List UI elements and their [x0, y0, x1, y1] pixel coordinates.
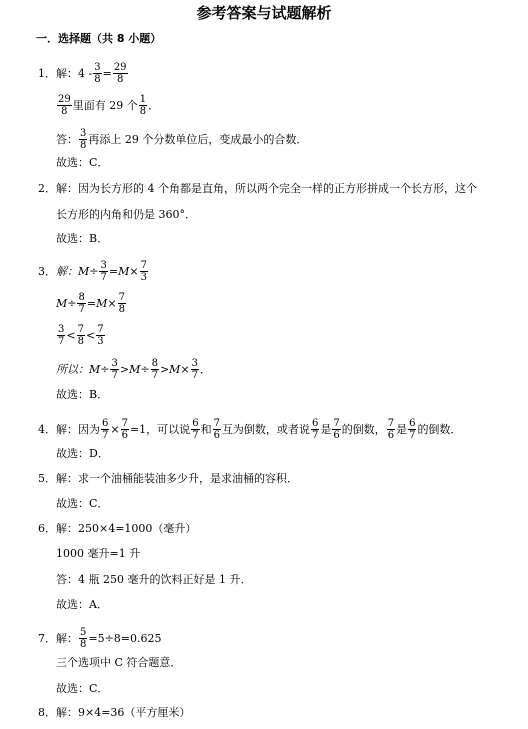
question-4-line-1	[38, 418, 461, 441]
text: 解：4 -	[56, 66, 93, 80]
question-7-answer: 故选：C．	[56, 682, 109, 695]
page-title: 参考答案与试题解析	[196, 4, 332, 22]
fraction: $\frac{29}{8}$	[58, 94, 71, 117]
fraction: $\frac{6}{7}$	[102, 418, 109, 441]
fraction: $\frac{7}{3}$	[97, 324, 104, 347]
text: 和	[200, 422, 212, 436]
text: 解：M÷	[56, 264, 99, 278]
fraction: $\frac{7}{8}$	[118, 292, 125, 315]
text: 是	[396, 422, 408, 436]
text: =5÷8=0.625	[88, 631, 162, 645]
question-2-line-2: 长方形的内角和仍是 360°．	[56, 208, 196, 221]
question-1-line-2	[56, 94, 159, 117]
text: <	[85, 328, 96, 342]
text: 的倒数．	[417, 422, 462, 436]
question-3-line-1	[38, 260, 149, 283]
text: =1，可以说	[129, 422, 191, 436]
question-number: 4．	[38, 422, 56, 436]
text: ×	[110, 422, 120, 436]
question-6-answer: 故选：A．	[56, 598, 108, 611]
question-number: 3．	[38, 264, 56, 278]
text: 是	[320, 422, 332, 436]
text: 解：	[56, 631, 78, 645]
question-number: 8．	[38, 706, 56, 719]
fraction: $\frac{7}{6}$	[387, 418, 395, 441]
text: 再添上 29 个分数单位后，变成最小的合数．	[88, 132, 308, 146]
question-4-answer: 故选：D．	[56, 447, 109, 460]
question-8-line-1	[38, 706, 190, 720]
text: 所以：M÷	[56, 362, 110, 376]
fraction: $\frac{8}{7}$	[151, 358, 158, 381]
fraction: $\frac{7}{6}$	[333, 418, 340, 441]
text: =M×	[108, 264, 139, 278]
question-3-line-2	[56, 292, 127, 315]
fraction: $\frac{7}{3}$	[140, 260, 147, 283]
question-3-answer: 故选：B．	[56, 388, 109, 401]
question-5-answer: 故选：C．	[56, 497, 109, 510]
question-6-line-1	[38, 522, 196, 536]
text: 解：因为	[56, 422, 100, 436]
fraction: $\frac{3}{7}$	[191, 358, 199, 381]
fraction: $\frac{5}{8}$	[80, 627, 87, 650]
question-7-line-1	[38, 627, 162, 650]
question-1-answer: 故选：C．	[56, 156, 109, 169]
fraction: $\frac{1}{8}$	[139, 94, 147, 117]
question-number: 5．	[38, 472, 56, 485]
question-3-line-3	[56, 324, 106, 347]
question-number: 6．	[38, 522, 56, 535]
text: =M×	[86, 296, 117, 310]
fraction: $\frac{7}{6}$	[121, 418, 128, 441]
fraction: $\frac{7}{6}$	[213, 418, 220, 441]
question-6-line-3: 答：4 瓶 250 毫升的饮料正好是 1 升．	[56, 573, 252, 586]
question-2-answer: 故选：B．	[56, 232, 109, 245]
question-1-line-1	[38, 62, 129, 85]
fraction: $\frac{3}{8}$	[94, 62, 101, 85]
section-heading: 一．选择题（共 8 小题）	[36, 32, 162, 45]
question-1-line-3	[56, 128, 307, 151]
text: 解：250×4=1000（毫升）	[56, 522, 197, 535]
question-number: 1．	[38, 66, 56, 80]
fraction: $\frac{3}{8}$	[80, 128, 87, 151]
question-number: 7．	[38, 631, 56, 645]
text: 解：因为长方形的 4 个角都是直角，所以两个完全一样的正方形拼成一个长方形，这个	[56, 182, 477, 195]
text: >M÷	[119, 362, 150, 376]
text: 解：9×4=36（平方厘米）	[56, 706, 191, 719]
text: >M×	[159, 362, 190, 376]
question-7-line-2: 三个选项中 C 符合题意．	[56, 656, 182, 669]
fraction: $\frac{6}{7}$	[311, 418, 319, 441]
question-number: 2．	[38, 182, 56, 195]
fraction: $\frac{7}{8}$	[77, 324, 84, 347]
question-5-line-1	[38, 472, 298, 486]
fraction: $\frac{8}{7}$	[78, 292, 85, 315]
text: 答：	[56, 132, 78, 146]
text: ．	[148, 98, 160, 112]
fraction: $\frac{6}{7}$	[192, 418, 199, 441]
question-6-line-2: 1000 毫升=1 升	[56, 547, 141, 560]
text: M÷	[56, 296, 77, 310]
fraction: $\frac{3}{7}$	[100, 260, 107, 283]
fraction: $\frac{3}{7}$	[111, 358, 118, 381]
text: =	[102, 66, 112, 80]
text: 互为倒数，或者说	[221, 422, 310, 436]
text: 的倒数，	[341, 422, 386, 436]
fraction: $\frac{29}{8}$	[113, 62, 127, 85]
question-2-line-1	[38, 182, 477, 196]
question-3-line-4	[56, 358, 211, 381]
text: <	[66, 328, 76, 342]
fraction: $\frac{3}{7}$	[58, 324, 65, 347]
text: 里面有 29 个	[72, 98, 138, 112]
text: 解：求一个油桶能装油多少升，是求油桶的容积．	[56, 472, 298, 485]
text: ．	[200, 362, 212, 376]
fraction: $\frac{6}{7}$	[409, 418, 416, 441]
